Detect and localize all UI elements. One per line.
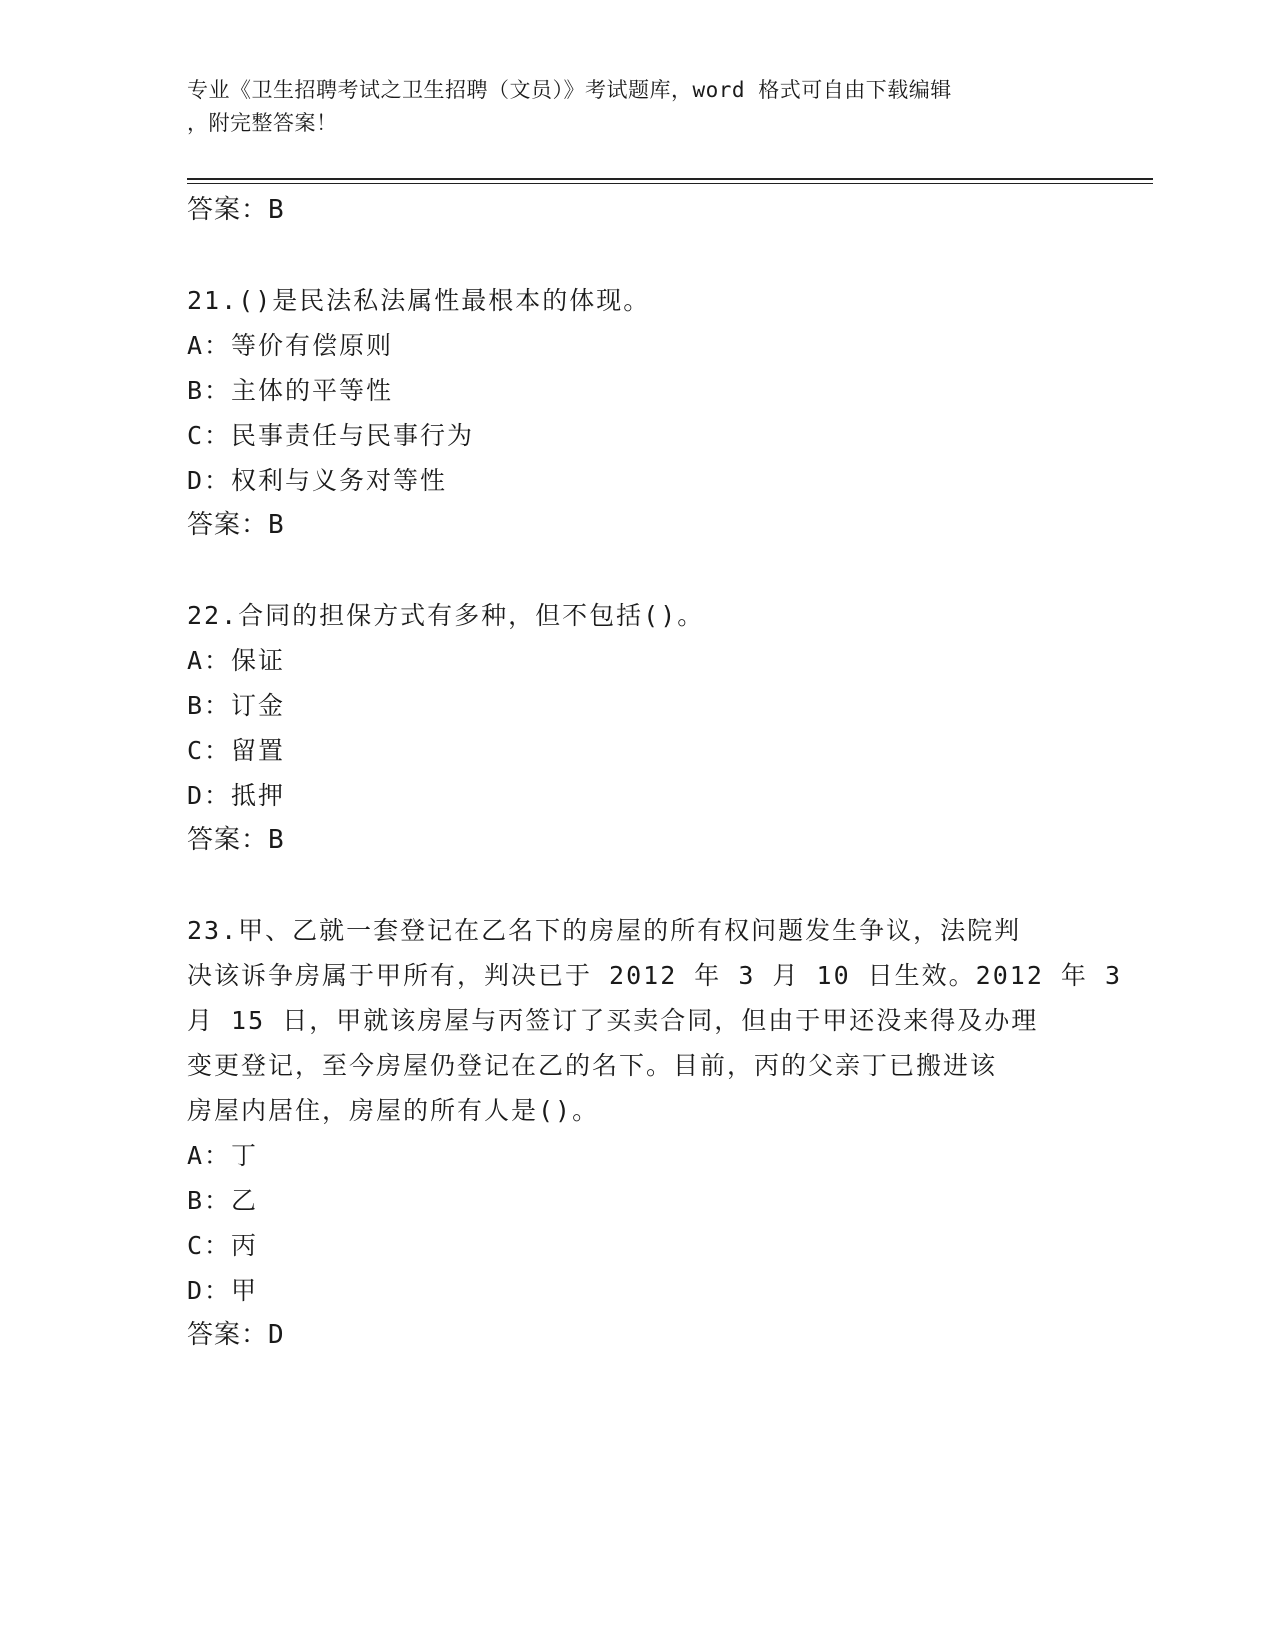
option-d: D：甲 bbox=[187, 1276, 259, 1305]
question-stem-line-4: 变更登记，至今房屋仍登记在乙的名下。目前，丙的父亲丁已搬进该 bbox=[187, 1051, 998, 1080]
option-c: C：丙 bbox=[187, 1231, 259, 1260]
question-stem: 21.()是民法私法属性最根本的体现。 bbox=[187, 286, 651, 315]
option-b: B：乙 bbox=[187, 1186, 259, 1215]
question-23 bbox=[187, 908, 1123, 1358]
option-c: C：留置 bbox=[187, 736, 286, 765]
option-a: A：保证 bbox=[187, 646, 286, 675]
header-divider-thick bbox=[187, 178, 1153, 180]
spacer bbox=[187, 863, 1087, 908]
question-22 bbox=[187, 593, 1087, 863]
option-d: D：权利与义务对等性 bbox=[187, 466, 448, 495]
previous-answer: 答案：B bbox=[187, 195, 285, 225]
question-stem-line-2: 决该诉争房属于甲所有，判决已于 2012 年 3 月 10 日生效。2012 年 3 bbox=[187, 961, 1123, 990]
question-stem: 22.合同的担保方式有多种，但不包括()。 bbox=[187, 601, 705, 630]
document-header bbox=[187, 74, 1087, 140]
answer: 答案：D bbox=[187, 1320, 285, 1350]
header-divider-thin bbox=[187, 183, 1153, 184]
option-b: B：主体的平等性 bbox=[187, 376, 394, 405]
header-line-2: ，附完整答案！ bbox=[187, 111, 338, 135]
option-a: A：丁 bbox=[187, 1141, 259, 1170]
question-list bbox=[187, 188, 1123, 1358]
question-21 bbox=[187, 278, 1087, 548]
option-a: A：等价有偿原则 bbox=[187, 331, 394, 360]
option-d: D：抵押 bbox=[187, 781, 286, 810]
question-stem-line-5: 房屋内居住，房屋的所有人是()。 bbox=[187, 1096, 600, 1125]
spacer bbox=[187, 548, 1087, 593]
header-line-1: 专业《卫生招聘考试之卫生招聘（文员）》考试题库，word 格式可自由下载编辑 bbox=[187, 78, 952, 102]
question-stem-line-3: 月 15 日，甲就该房屋与丙签订了买卖合同，但由于甲还没来得及办理 bbox=[187, 1006, 1039, 1035]
spacer bbox=[187, 233, 1087, 278]
answer: 答案：B bbox=[187, 510, 285, 540]
answer: 答案：B bbox=[187, 825, 285, 855]
option-c: C：民事责任与民事行为 bbox=[187, 421, 475, 450]
option-b: B：订金 bbox=[187, 691, 286, 720]
question-stem-line-1: 23.甲、乙就一套登记在乙名下的房屋的所有权问题发生争议，法院判 bbox=[187, 916, 1022, 945]
